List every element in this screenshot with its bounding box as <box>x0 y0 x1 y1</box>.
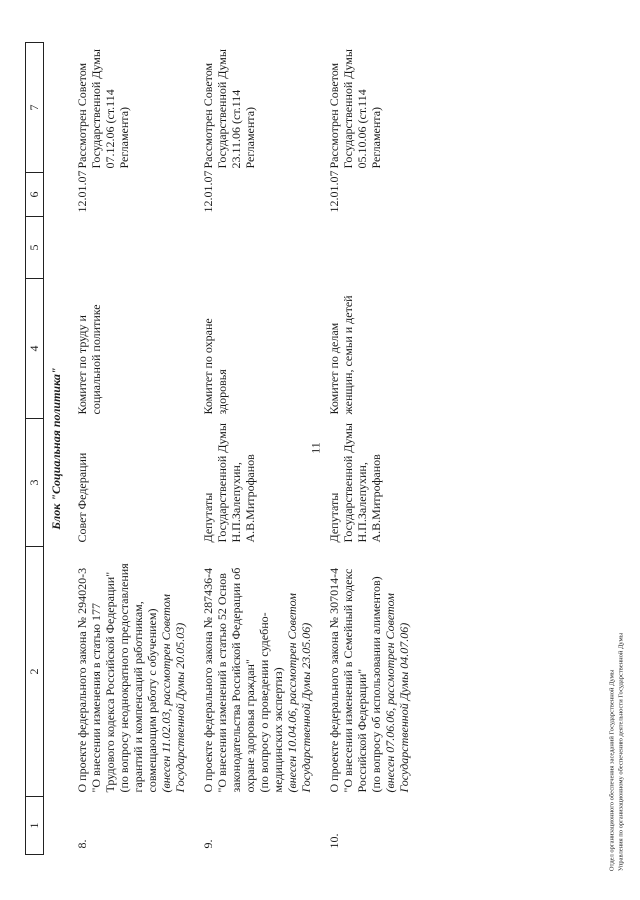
footer-line: Отдел организационного обеспечения заседаний Государственной Думы <box>608 669 616 872</box>
bill-number: О проекте федерального закона № 287436-4 <box>201 567 215 793</box>
bill-description <box>195 547 321 797</box>
column-header: 4 <box>26 279 44 419</box>
bill-date: 12.01.07 <box>327 170 341 213</box>
bill-status: Рассмотрен Советом Государственной Думы 23.11.06 (ст.114 Регламента) <box>201 49 257 169</box>
bill-date: 12.01.07 <box>201 170 215 213</box>
col5-cell <box>321 217 419 279</box>
column-header: 1 <box>26 797 44 855</box>
col5-cell <box>69 217 195 279</box>
bill-note: (по вопросу об использовании алиментов) <box>369 576 383 793</box>
table-row <box>321 43 419 855</box>
bill-committee: Комитет по труду и социальной политике <box>75 304 103 415</box>
col5-cell <box>195 217 321 279</box>
bill-note: (по вопросу неоднократного предоставления гарантий и компенсаций работникам, совмещающим работу с обучением) <box>117 563 159 793</box>
bill-note: (по вопросу о проведении судебно-медицинских экспертиз) <box>257 612 285 793</box>
bill-author: Совет Федерации <box>75 452 89 543</box>
agenda-sheet <box>25 43 615 855</box>
column-header: 3 <box>26 419 44 547</box>
bill-description <box>321 547 419 797</box>
table-row <box>195 43 321 855</box>
bill-author: Депутаты Государственной Думы Н.П.Залепухин, А.В.Митрофанов <box>327 423 383 543</box>
column-header: 7 <box>26 43 44 173</box>
page-number: 11 <box>308 442 323 454</box>
bill-number: О проекте федерального закона № 307014-4 <box>327 567 341 793</box>
block-heading-row <box>44 43 70 855</box>
column-header: 5 <box>26 217 44 279</box>
bill-author: Депутаты Государственной Думы Н.П.Залепухин, А.В.Митрофанов <box>201 423 257 543</box>
bill-committee: Комитет по делам женщин, семьи и детей <box>327 295 355 415</box>
bill-title: "О внесении изменения в статью 177 Трудового кодекса Российской Федерации" <box>89 571 117 793</box>
bill-introduced: (внесен 10.04.06, рассмотрен Советом Государственной Думы 23.05.06) <box>285 593 313 793</box>
bill-number: О проекте федерального закона № 294020-3 <box>75 567 89 793</box>
footer-line: Управления по организационному обеспечению деятельности Государственной Думы <box>617 632 624 872</box>
table-header-row <box>26 43 44 855</box>
row-number: 10. <box>327 833 341 849</box>
bill-title: "О внесении изменений в статью 52 Основ законодательства Российской Федерации об охране здоровья граждан" <box>215 567 257 793</box>
bill-introduced: (внесен 07.06.06, рассмотрен Советом Государственной Думы 04.07.06) <box>383 593 411 793</box>
bill-committee: Комитет по охране здоровья <box>201 318 229 415</box>
block-title: Блок "Социальная политика" <box>49 367 63 530</box>
bill-status: Рассмотрен Советом Государственной Думы 05.10.06 (ст.114 Регламента) <box>327 49 383 169</box>
bills-table <box>25 42 419 855</box>
bill-description <box>69 547 195 797</box>
bill-status: Рассмотрен Советом Государственной Думы 07.12.06 (ст.114 Регламента) <box>75 49 131 169</box>
row-number: 8. <box>75 839 89 849</box>
row-number: 9. <box>201 839 215 849</box>
bill-introduced: (внесен 11.02.03, рассмотрен Советом Государственной Думы 20.05.03) <box>159 594 187 793</box>
bill-title: "О внесении изменений в Семейный кодекс Российской Федерации" <box>341 568 369 793</box>
column-header: 6 <box>26 173 44 217</box>
footer <box>609 633 626 871</box>
bill-date: 12.01.07 <box>75 170 89 213</box>
column-header: 2 <box>26 547 44 797</box>
table-row <box>69 43 195 855</box>
